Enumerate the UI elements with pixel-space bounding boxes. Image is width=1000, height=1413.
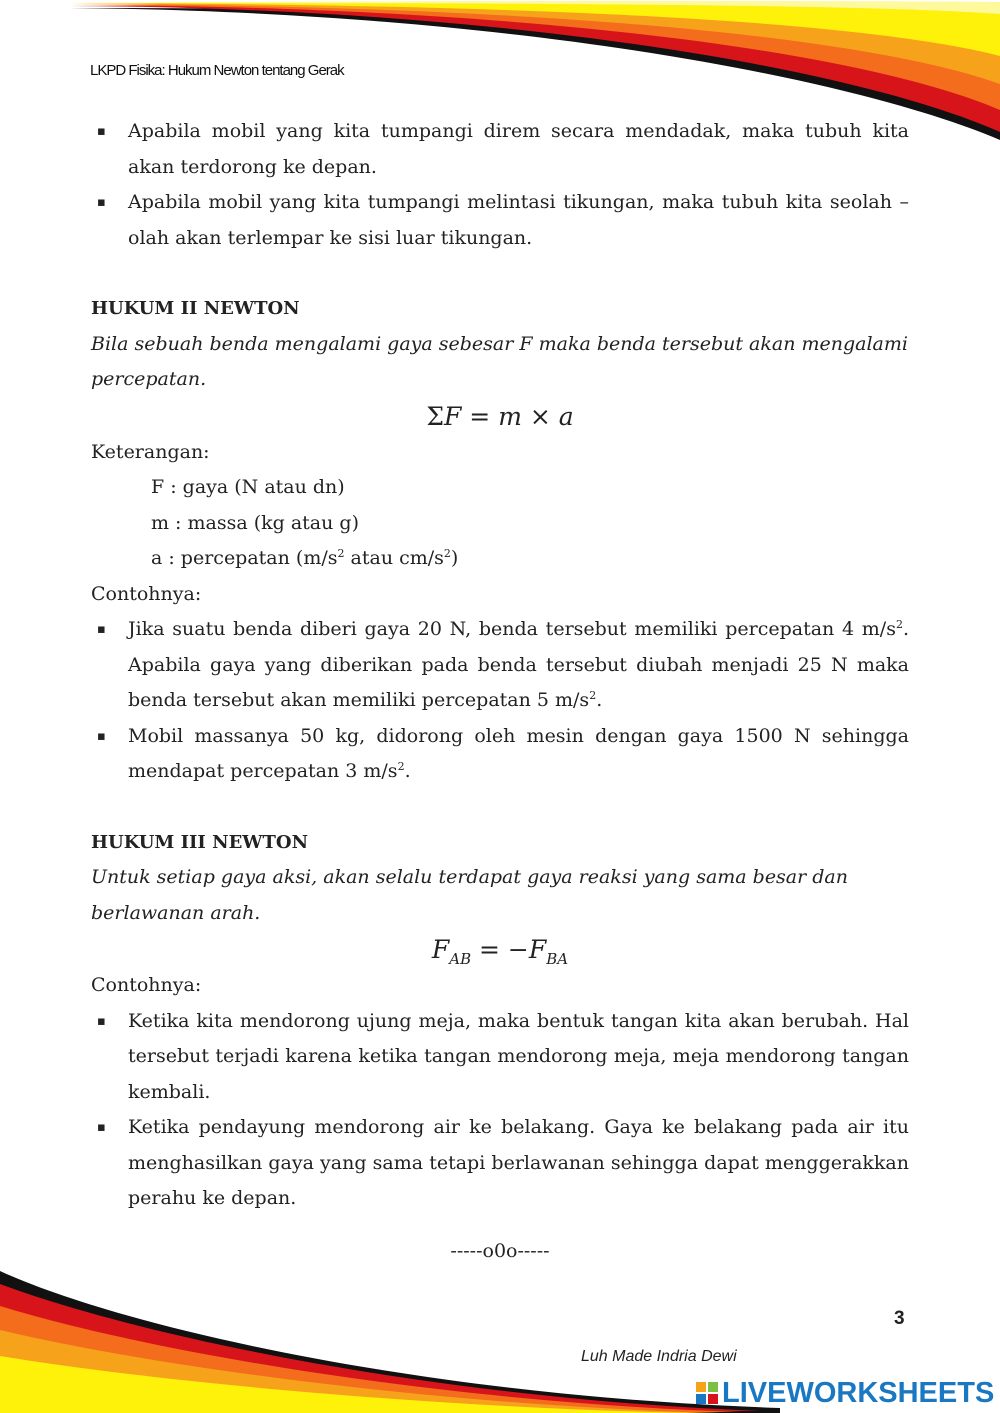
author-name: Luh Made Indria Dewi (581, 1348, 737, 1365)
list-item: ▪ Mobil massanya 50 kg, didorong oleh mesin dengan gaya 1500 N sehingga mendapat percepatan 3 $m/s^2$. (91, 719, 909, 790)
liveworksheets-logo[interactable] (696, 1375, 994, 1411)
liveworksheets-icon (696, 1382, 718, 1404)
keterangan-label: Keterangan: (91, 440, 210, 463)
law3-statement: Untuk setiap gaya aksi, akan selalu terdapat gaya reaksi yang sama besar dan berlawanan arah. (91, 866, 848, 924)
bullet-icon: ▪ (97, 728, 106, 744)
bullet-icon: ▪ (97, 622, 106, 637)
list-item: ▪ Apabila mobil yang kita tumpangi direm secara mendadak, maka tubuh kita akan terdorong ke depan. (91, 114, 909, 185)
section-heading-law3: HUKUM III NEWTON (91, 831, 309, 853)
page-number: 3 (894, 1308, 905, 1329)
list-item: ▪ Apabila mobil yang kita tumpangi melintasi tikungan, maka tubuh kita seolah – olah akan terlempar ke sisi luar tikungan. (91, 185, 909, 256)
section-heading-law2: HUKUM II NEWTON (91, 298, 300, 319)
contoh-label: Contohnya: (91, 582, 202, 605)
definition-mass: m : massa (kg atau g) (151, 511, 359, 534)
law2-formula: ΣF = m × a (426, 401, 574, 431)
bullet-icon: ▪ (97, 1013, 106, 1029)
law3-formula: $F_{AB} = -F_{BA}$ (431, 935, 569, 968)
bullet-icon: ▪ (97, 124, 106, 139)
brand-name: LIVEWORKSHEETS (722, 1376, 995, 1409)
law3-example-list (91, 1004, 909, 1217)
law2-statement: Bila sebuah benda mengalami gaya sebesar F maka benda tersebut akan mengalami percepatan. (91, 332, 908, 390)
definition-acceleration: a : percepatan ($m/s^2$ atau $cm/s^2$) (151, 547, 459, 569)
definition-force: F : gaya (N atau dn) (151, 476, 345, 498)
law2-example-list (91, 612, 909, 790)
document-header-title: LKPD Fisika: Hukum Newton tentang Gerak (90, 62, 344, 79)
contoh-label: Contohnya: (91, 974, 202, 996)
intro-bullet-list (91, 114, 909, 256)
list-item: ▪ Ketika pendayung mendorong air ke belakang. Gaya ke belakang pada air itu menghasilkan gaya yang sama tetapi berlawanan sehingga dapat menggerakkan perahu ke depan. (91, 1110, 909, 1217)
end-mark: -----o0o----- (450, 1240, 550, 1262)
page-content (91, 114, 909, 1217)
list-item: ▪ Jika suatu benda diberi gaya 20 N, benda tersebut memiliki percepatan 4 $m/s^2$. Apabila gaya yang diberikan pada benda tersebut diubah menjadi 25 N maka benda tersebut akan memiliki percepatan 5 $m/s^2$. (91, 612, 909, 719)
bullet-icon: ▪ (97, 195, 106, 210)
list-item: ▪ Ketika kita mendorong ujung meja, maka bentuk tangan kita akan berubah. Hal tersebut terjadi karena ketika tangan mendorong meja, meja mendorong tangan kembali. (91, 1004, 909, 1111)
bullet-icon: ▪ (97, 1120, 106, 1135)
